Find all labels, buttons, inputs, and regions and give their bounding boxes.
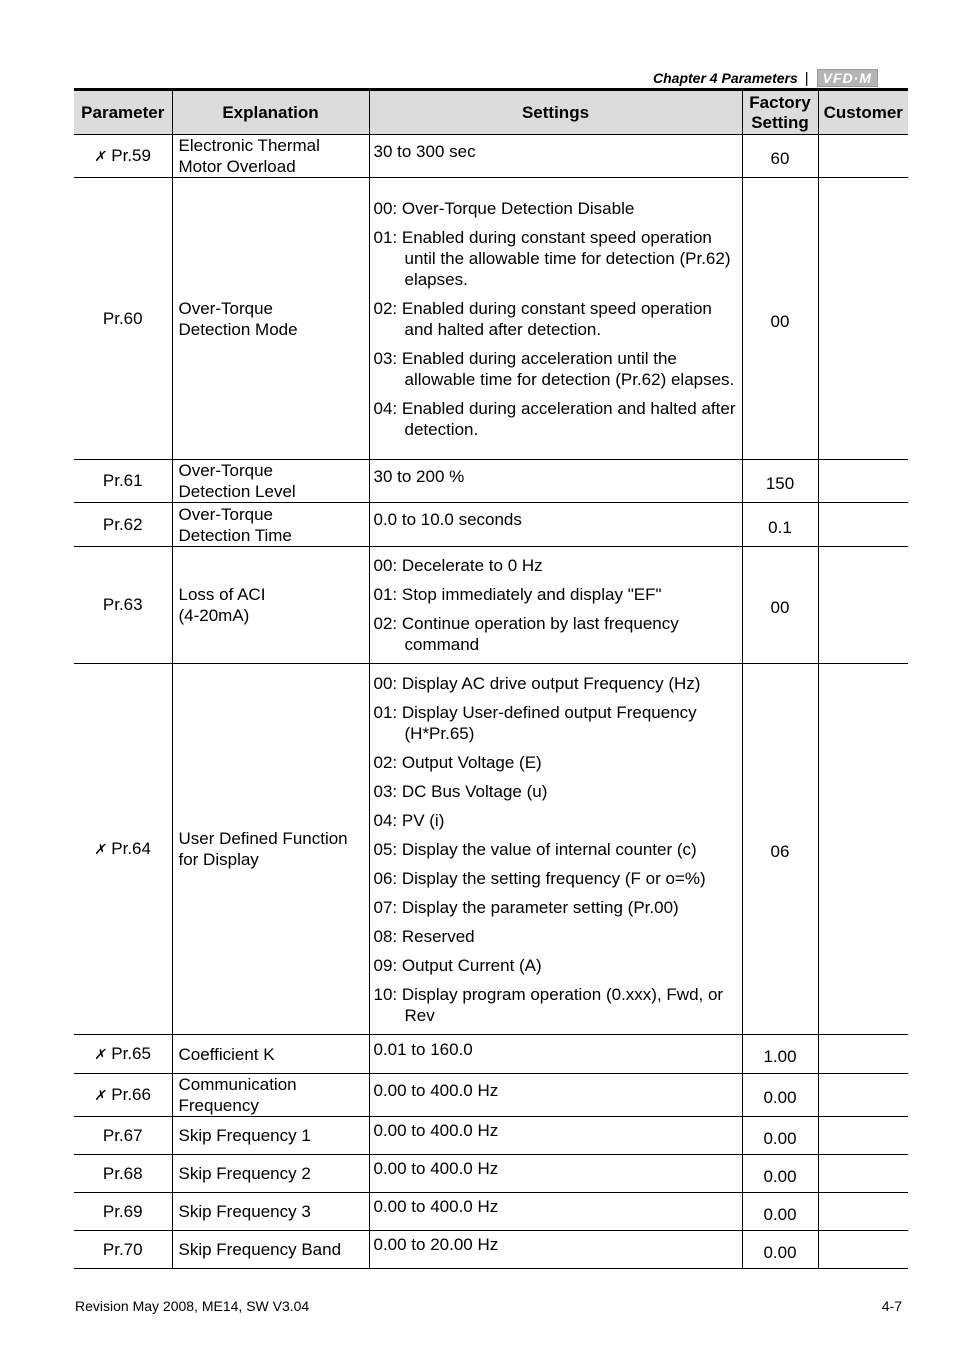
setting-range: 0.00 to 400.0 Hz [373,1121,499,1140]
settings-cell [369,1074,742,1117]
settings-cell [369,178,742,460]
explanation-cell [172,1117,369,1155]
customer-cell [818,460,908,503]
table-row [74,1117,908,1155]
parameter-code: Pr.63 [102,595,143,614]
customer-cell [818,1155,908,1193]
factory-setting-cell: 00 [742,178,818,460]
header-separator: | [804,69,809,87]
parameter-cell [74,1231,172,1269]
factory-setting-cell: 0.1 [742,503,818,547]
setting-range: 0.00 to 400.0 Hz [373,1080,499,1100]
factory-setting-cell: 0.00 [742,1193,818,1231]
setting-option: 04: Enabled during acceleration and halted after detection. [373,398,736,439]
explanation-line: Detection Level [178,482,296,501]
vfd-m-logo: VFD·M [817,69,878,87]
setting-option: 02: Output Voltage (E) [373,752,542,772]
explanation-line: (4-20mA) [178,606,250,625]
setting-option: 01: Display User-defined output Frequency (H*Pr.65) [373,702,697,743]
table-header-row [74,91,908,135]
setting-range: 30 to 300 sec [373,141,476,161]
factory-setting-cell: 1.00 [742,1035,818,1074]
table-row [74,1155,908,1193]
customer-cell [818,547,908,664]
parameter-code: Pr.68 [102,1163,143,1183]
parameter-cell [74,135,172,178]
explanation-line: Coefficient K [178,1044,275,1064]
settings-cell [369,1117,742,1155]
explanation-cell [172,1231,369,1269]
parameter-cell [74,1155,172,1193]
column-header-parameter: Parameter [74,91,172,135]
parameter-code: Pr.62 [102,514,143,534]
setting-option: 02: Enabled during constant speed operation and halted after detection. [373,298,712,339]
explanation-line: Communication [178,1075,297,1094]
customer-cell [818,1074,908,1117]
parameter-cell [74,460,172,503]
factory-setting-cell: 60 [742,135,818,178]
explanation-line: Frequency [178,1096,259,1115]
footer-revision: Revision May 2008, ME14, SW V3.04 [75,1298,310,1314]
parameter-code: Pr.70 [102,1239,143,1259]
customer-cell [818,135,908,178]
parameter-code: Pr.67 [102,1125,143,1145]
setting-range: 30 to 200 % [373,466,465,486]
customer-cell [818,1193,908,1231]
parameter-code: Pr.59 [111,146,151,165]
parameter-code: Pr.64 [111,839,151,858]
settings-cell [369,664,742,1035]
settings-cell [369,460,742,503]
table-row [74,1193,908,1231]
customer-cell [818,178,908,460]
explanation-cell [172,503,369,547]
column-header-settings: Settings [369,91,742,135]
settings-cell [369,547,742,664]
table-row [74,547,908,664]
table-row [74,135,908,178]
setting-option: 00: Over-Torque Detection Disable [373,198,635,218]
setting-option: 06: Display the setting frequency (F or o=%) [373,868,706,888]
factory-header-line: Setting [751,112,809,132]
setting-option: 05: Display the value of internal counter (c) [373,839,697,859]
column-header-explanation: Explanation [172,91,369,135]
parameter-cell [74,1117,172,1155]
explanation-line: Skip Frequency Band [178,1240,342,1259]
page-header [653,68,878,88]
parameter-code: Pr.69 [102,1201,143,1221]
explanation-cell [172,1193,369,1231]
settings-cell [369,1231,742,1269]
setting-option: 02: Continue operation by last frequency command [373,614,679,654]
setting-range: 0.00 to 400.0 Hz [373,1159,499,1178]
explanation-line: Detection Time [178,525,292,545]
footer-page-number: 4-7 [881,1298,902,1314]
parameter-cell [74,503,172,547]
table-body [74,135,908,1269]
factory-header-line: Factory [749,92,811,112]
parameter-cell [74,1035,172,1074]
setting-option: 07: Display the parameter setting (Pr.00) [373,897,679,917]
parameter-code: Pr.65 [111,1044,151,1063]
parameter-cell [74,1074,172,1117]
settings-cell [369,135,742,178]
explanation-cell [172,178,369,460]
setting-option: 01: Enabled during constant speed operation until the allowable time for detection (Pr.62) elapses. [373,227,731,289]
explanation-cell [172,664,369,1035]
explanation-line: Loss of ACI [178,585,266,604]
explanation-line: Skip Frequency 2 [178,1164,311,1183]
setting-option: 00: Display AC drive output Frequency (Hz) [373,673,701,693]
parameter-cell [74,547,172,664]
explanation-line: Over-Torque [178,298,273,318]
explanation-cell [172,460,369,503]
table-row [74,1231,908,1269]
explanation-line: Electronic Thermal [178,136,320,155]
factory-setting-cell: 00 [742,547,818,664]
chapter-title: Chapter 4 Parameters [653,70,798,86]
settings-cell [369,503,742,547]
settings-cell [369,1155,742,1193]
settings-cell [369,1035,742,1074]
customer-cell [818,503,908,547]
factory-setting-cell: 0.00 [742,1074,818,1117]
run-change-allowed-icon: ✗ [93,148,108,164]
parameter-code: Pr.60 [102,308,143,328]
table-row [74,1074,908,1117]
table-row [74,503,908,547]
run-change-allowed-icon: ✗ [93,841,108,857]
explanation-line: Detection Mode [178,319,298,339]
setting-range: 0.00 to 400.0 Hz [373,1197,499,1216]
explanation-cell [172,135,369,178]
table-row [74,178,908,460]
factory-setting-cell: 150 [742,460,818,503]
explanation-line: Over-Torque [178,504,273,524]
explanation-line: Skip Frequency 1 [178,1126,311,1145]
explanation-line: Motor Overload [178,157,296,176]
explanation-line: Skip Frequency 3 [178,1202,311,1221]
explanation-cell [172,1035,369,1074]
run-change-allowed-icon: ✗ [93,1087,108,1103]
factory-setting-cell: 0.00 [742,1155,818,1193]
explanation-cell [172,547,369,664]
customer-cell [818,1117,908,1155]
customer-cell [818,1231,908,1269]
explanation-line: Over-Torque [178,461,273,480]
setting-option: 03: DC Bus Voltage (u) [373,781,548,801]
explanation-cell [172,1155,369,1193]
factory-setting-cell: 06 [742,664,818,1035]
table-row [74,664,908,1035]
setting-option: 00: Decelerate to 0 Hz [373,556,543,575]
setting-option: 01: Stop immediately and display "EF" [373,585,662,604]
setting-option: 08: Reserved [373,926,475,946]
customer-cell [818,664,908,1035]
setting-option: 10: Display program operation (0.xxx), Fwd, or Rev [373,984,724,1025]
parameter-cell [74,178,172,460]
factory-setting-cell: 0.00 [742,1117,818,1155]
explanation-cell [172,1074,369,1117]
parameter-cell [74,1193,172,1231]
explanation-line: for Display [178,850,259,869]
factory-setting-cell: 0.00 [742,1231,818,1269]
setting-range: 0.01 to 160.0 [373,1039,473,1059]
setting-option: 09: Output Current (A) [373,955,542,975]
table-row [74,1035,908,1074]
parameter-table [74,91,908,1269]
customer-cell [818,1035,908,1074]
parameter-cell [74,664,172,1035]
table-row [74,460,908,503]
parameter-code: Pr.66 [111,1085,151,1104]
setting-range: 0.00 to 20.00 Hz [373,1235,499,1254]
setting-range: 0.0 to 10.0 seconds [373,510,522,529]
setting-option: 04: PV (i) [373,810,445,830]
run-change-allowed-icon: ✗ [93,1046,108,1062]
parameter-code: Pr.61 [102,471,143,490]
column-header-factory-setting [742,91,818,135]
column-header-customer: Customer [818,91,908,135]
setting-option: 03: Enabled during acceleration until the allowable time for detection (Pr.62) elapses. [373,348,735,389]
explanation-line: User Defined Function [178,829,348,848]
settings-cell [369,1193,742,1231]
